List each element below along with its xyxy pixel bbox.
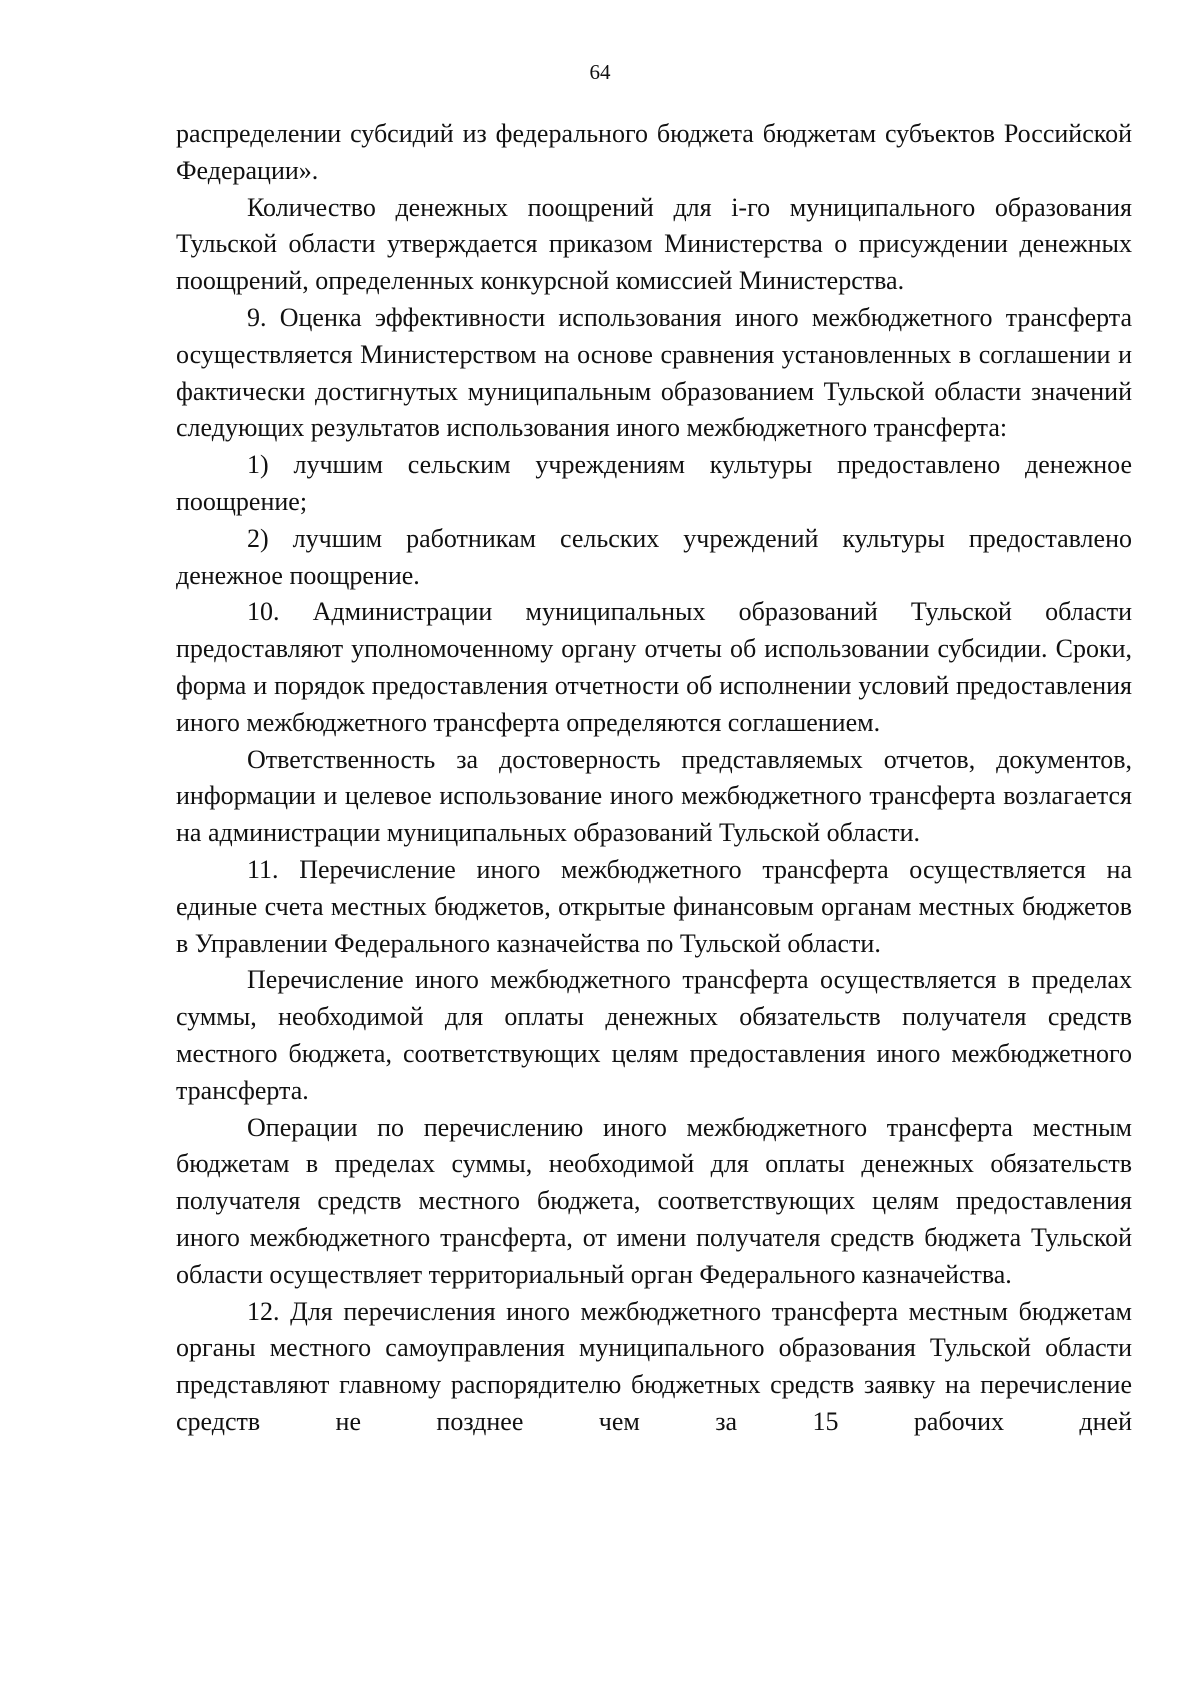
document-body [176, 116, 1132, 1441]
paragraph-incentive-count: Количество денежных поощрений для i-го муниципального образования Тульской области утверждается приказом Министерства о присуждении денежных поощрений, определенных конкурсной комиссией Министерства. [176, 192, 1132, 296]
paragraph-item-12: 12. Для перечисления иного межбюджетного трансферта местным бюджетам органы местного самоуправления муниципального образования Тульской области представляют главному распорядителю бюджетных средств заявку на перечисление средств не позднее чем за 15 рабочих дней [176, 1296, 1132, 1436]
paragraph-transfer-limits: Перечисление иного межбюджетного трансферта осуществляется в пределах суммы, необходимой для оплаты денежных обязательств получателя средств местного бюджета, соответствующих целям предоставления иного межбюджетного трансферта. [176, 965, 1132, 1105]
paragraph-item-9: 9. Оценка эффективности использования иного межбюджетного трансферта осуществляется Министерством на основе сравнения установленных в соглашении и фактически достигнутых муниципальным образованием Тульской области значений следующих результатов использования иного межбюджетного трансферта: [176, 302, 1132, 443]
paragraph-transfer-operations: Операции по перечислению иного межбюджетного трансферта местным бюджетам в пределах суммы, необходимой для оплаты денежных обязательств получателя средств местного бюджета, соответствующих целям предоставления иного межбюджетного трансферта, от имени получателя средств бюджета Тульской области осуществляет территориальный орган Федерального казначейства. [176, 1112, 1132, 1289]
paragraph-result-1: 1) лучшим сельским учреждениям культуры предоставлено денежное поощрение; [176, 450, 1132, 516]
paragraph-result-2: 2) лучшим работникам сельских учреждений культуры предоставлено денежное поощрение. [176, 523, 1132, 590]
page-number: 64 [589, 60, 611, 84]
paragraph-item-11: 11. Перечисление иного межбюджетного трансферта осуществляется на единые счета местных бюджетов, открытые финансовым органам местных бюджетов в Управлении Федерального казначейства по Тульской области. [176, 854, 1132, 958]
paragraph-continuation: распределении субсидий из федерального бюджета бюджетам субъектов Российской Федерации». [176, 119, 1132, 185]
paragraph-responsibility: Ответственность за достоверность представляемых отчетов, документов, информации и целевое использование иного межбюджетного трансферта возлагается на администрации муниципальных образований Тульской области. [176, 744, 1132, 848]
paragraph-item-10: 10. Администрации муниципальных образований Тульской области предоставляют уполномоченному органу отчеты об использовании субсидии. Сроки, форма и порядок предоставления отчетности об исполнении условий предоставления иного межбюджетного трансферта определяются соглашением. [176, 597, 1132, 737]
